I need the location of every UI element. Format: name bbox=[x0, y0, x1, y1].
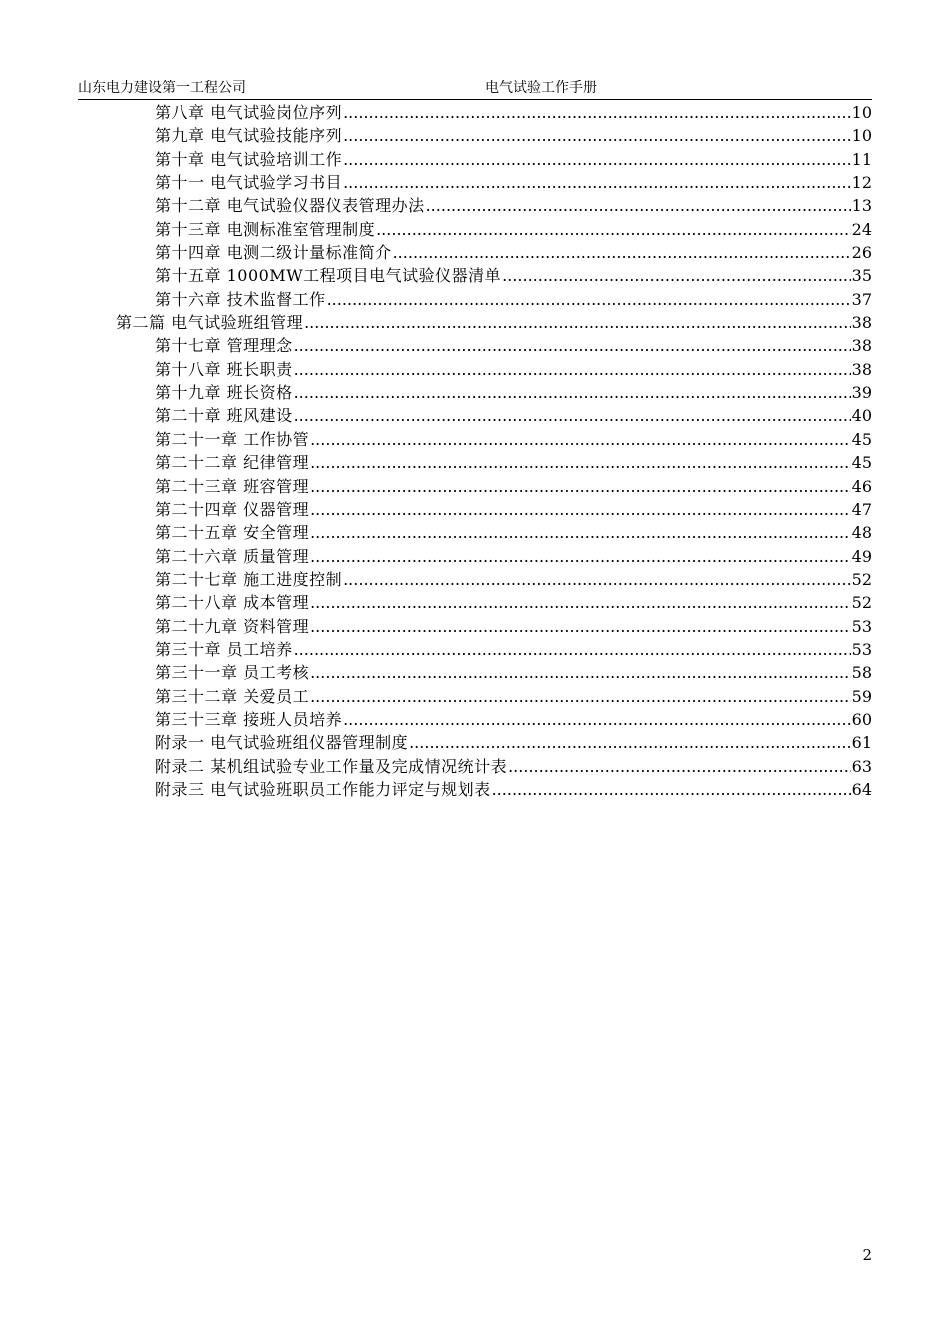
toc-entry-page: 39 bbox=[851, 383, 872, 403]
toc-entry-title: 附录一 电气试验班组仪器管理制度 bbox=[155, 733, 409, 753]
toc-entry-title: 第十三章 电测标准室管理制度 bbox=[155, 219, 376, 239]
toc-entry-title: 第十一 电气试验学习书目 bbox=[155, 173, 343, 193]
page-header bbox=[78, 79, 872, 100]
toc-entry[interactable] bbox=[78, 218, 872, 241]
toc-entry-page: 58 bbox=[851, 663, 872, 683]
toc-entry[interactable] bbox=[78, 755, 872, 778]
toc-entry-title: 第二十一章 工作协管 bbox=[155, 429, 310, 449]
toc-entry[interactable] bbox=[78, 124, 872, 147]
toc-entry-page: 40 bbox=[851, 406, 872, 426]
toc-entry[interactable] bbox=[78, 358, 872, 381]
toc-entry-page: 24 bbox=[851, 219, 872, 239]
toc-entry-page: 45 bbox=[851, 429, 872, 449]
toc-leader-dots bbox=[343, 148, 851, 171]
toc-entry-title: 第九章 电气试验技能序列 bbox=[155, 126, 343, 146]
toc-entry[interactable] bbox=[78, 475, 872, 498]
toc-entry-page: 52 bbox=[851, 569, 872, 589]
table-of-contents bbox=[78, 101, 872, 801]
toc-entry-title: 第三十章 员工培养 bbox=[155, 639, 293, 659]
toc-entry-page: 12 bbox=[851, 173, 872, 193]
toc-leader-dots bbox=[492, 778, 851, 801]
toc-leader-dots bbox=[409, 731, 851, 754]
toc-entry-title: 第十章 电气试验培训工作 bbox=[155, 149, 343, 169]
toc-leader-dots bbox=[294, 638, 851, 661]
toc-leader-dots bbox=[310, 498, 851, 521]
toc-leader-dots bbox=[294, 358, 851, 381]
toc-entry[interactable] bbox=[78, 708, 872, 731]
toc-entry-title: 第二篇 电气试验班组管理 bbox=[116, 313, 304, 333]
toc-leader-dots bbox=[343, 124, 851, 147]
toc-entry-title: 第二十章 班风建设 bbox=[155, 406, 293, 426]
toc-leader-dots bbox=[294, 381, 851, 404]
toc-entry-title: 第十六章 技术监督工作 bbox=[155, 289, 326, 309]
toc-entry-page: 53 bbox=[851, 616, 872, 636]
manual-title: 电气试验工作手册 bbox=[485, 80, 597, 96]
toc-entry-page: 13 bbox=[851, 196, 872, 216]
toc-entry-title: 第二十二章 纪律管理 bbox=[155, 453, 310, 473]
toc-leader-dots bbox=[393, 241, 851, 264]
toc-leader-dots bbox=[294, 334, 851, 357]
toc-leader-dots bbox=[304, 311, 851, 334]
toc-entry-page: 60 bbox=[851, 709, 872, 729]
toc-entry[interactable] bbox=[78, 334, 872, 357]
toc-entry[interactable] bbox=[78, 194, 872, 217]
toc-entry-title: 第十二章 电气试验仪器仪表管理办法 bbox=[155, 196, 425, 216]
toc-entry[interactable] bbox=[78, 731, 872, 754]
toc-entry[interactable] bbox=[78, 591, 872, 614]
toc-entry[interactable] bbox=[78, 241, 872, 264]
toc-entry-title: 附录二 某机组试验专业工作量及完成情况统计表 bbox=[155, 756, 508, 776]
toc-entry[interactable] bbox=[78, 171, 872, 194]
toc-entry-title: 第十五章 1000MW工程项目电气试验仪器清单 bbox=[155, 266, 502, 286]
toc-leader-dots bbox=[310, 661, 851, 684]
toc-entry[interactable] bbox=[78, 264, 872, 287]
toc-entry-title: 第二十七章 施工进度控制 bbox=[155, 569, 343, 589]
toc-entry-title: 附录三 电气试验班职员工作能力评定与规划表 bbox=[155, 779, 491, 799]
toc-leader-dots bbox=[310, 475, 851, 498]
toc-leader-dots bbox=[343, 171, 851, 194]
toc-entry[interactable] bbox=[78, 498, 872, 521]
toc-leader-dots bbox=[310, 545, 851, 568]
toc-entry-page: 48 bbox=[851, 523, 872, 543]
toc-leader-dots bbox=[343, 568, 851, 591]
toc-entry[interactable] bbox=[78, 288, 872, 311]
toc-entry-title: 第二十八章 成本管理 bbox=[155, 593, 310, 613]
toc-entry-page: 46 bbox=[851, 476, 872, 496]
toc-entry-title: 第三十三章 接班人员培养 bbox=[155, 709, 343, 729]
toc-entry-title: 第二十四章 仪器管理 bbox=[155, 499, 310, 519]
toc-entry-page: 11 bbox=[851, 149, 872, 169]
toc-entry-title: 第三十一章 员工考核 bbox=[155, 663, 310, 683]
toc-entry-page: 38 bbox=[851, 336, 872, 356]
toc-entry[interactable] bbox=[78, 311, 872, 334]
toc-entry-page: 37 bbox=[851, 289, 872, 309]
toc-entry-title: 第十九章 班长资格 bbox=[155, 383, 293, 403]
toc-leader-dots bbox=[343, 708, 851, 731]
toc-entry-title: 第二十九章 资料管理 bbox=[155, 616, 310, 636]
toc-entry-title: 第十四章 电测二级计量标准简介 bbox=[155, 243, 392, 263]
toc-entry[interactable] bbox=[78, 101, 872, 124]
toc-entry[interactable] bbox=[78, 381, 872, 404]
toc-leader-dots bbox=[343, 101, 851, 124]
toc-entry[interactable] bbox=[78, 685, 872, 708]
toc-entry-page: 47 bbox=[851, 499, 872, 519]
toc-entry-page: 59 bbox=[851, 686, 872, 706]
toc-entry[interactable] bbox=[78, 545, 872, 568]
toc-entry[interactable] bbox=[78, 661, 872, 684]
toc-entry-page: 38 bbox=[851, 359, 872, 379]
toc-entry[interactable] bbox=[78, 615, 872, 638]
toc-entry-title: 第二十三章 班容管理 bbox=[155, 476, 310, 496]
toc-entry-page: 10 bbox=[851, 126, 872, 146]
toc-leader-dots bbox=[294, 404, 851, 427]
toc-entry-page: 53 bbox=[851, 639, 872, 659]
toc-entry-title: 第三十二章 关爱员工 bbox=[155, 686, 310, 706]
toc-entry[interactable] bbox=[78, 451, 872, 474]
toc-entry[interactable] bbox=[78, 521, 872, 544]
toc-entry-page: 49 bbox=[851, 546, 872, 566]
toc-entry-title: 第二十五章 安全管理 bbox=[155, 523, 310, 543]
toc-entry-page: 63 bbox=[851, 756, 872, 776]
toc-entry-page: 45 bbox=[851, 453, 872, 473]
toc-entry-title: 第十七章 管理理念 bbox=[155, 336, 293, 356]
toc-leader-dots bbox=[310, 591, 851, 614]
toc-entry[interactable] bbox=[78, 778, 872, 801]
toc-leader-dots bbox=[310, 428, 851, 451]
toc-leader-dots bbox=[502, 264, 851, 287]
toc-leader-dots bbox=[310, 521, 851, 544]
toc-entry[interactable] bbox=[78, 568, 872, 591]
toc-leader-dots bbox=[376, 218, 851, 241]
toc-entry[interactable] bbox=[78, 148, 872, 171]
page-number: 2 bbox=[862, 1246, 872, 1264]
toc-entry-page: 35 bbox=[851, 266, 872, 286]
toc-leader-dots bbox=[426, 194, 851, 217]
toc-entry-title: 第八章 电气试验岗位序列 bbox=[155, 103, 343, 122]
toc-leader-dots bbox=[508, 755, 851, 778]
toc-entry-page: 10 bbox=[851, 103, 872, 122]
toc-entry-title: 第二十六章 质量管理 bbox=[155, 546, 310, 566]
toc-entry-page: 26 bbox=[851, 243, 872, 263]
toc-entry[interactable] bbox=[78, 404, 872, 427]
toc-leader-dots bbox=[327, 288, 851, 311]
toc-entry-page: 61 bbox=[851, 733, 872, 753]
toc-entry[interactable] bbox=[78, 638, 872, 661]
toc-leader-dots bbox=[310, 685, 851, 708]
toc-leader-dots bbox=[310, 451, 851, 474]
toc-entry-page: 52 bbox=[851, 593, 872, 613]
toc-leader-dots bbox=[310, 615, 851, 638]
toc-entry-page: 64 bbox=[851, 779, 872, 799]
toc-entry[interactable] bbox=[78, 428, 872, 451]
toc-entry-title: 第十八章 班长职责 bbox=[155, 359, 293, 379]
toc-entry-page: 38 bbox=[851, 313, 872, 333]
company-name: 山东电力建设第一工程公司 bbox=[78, 80, 246, 96]
